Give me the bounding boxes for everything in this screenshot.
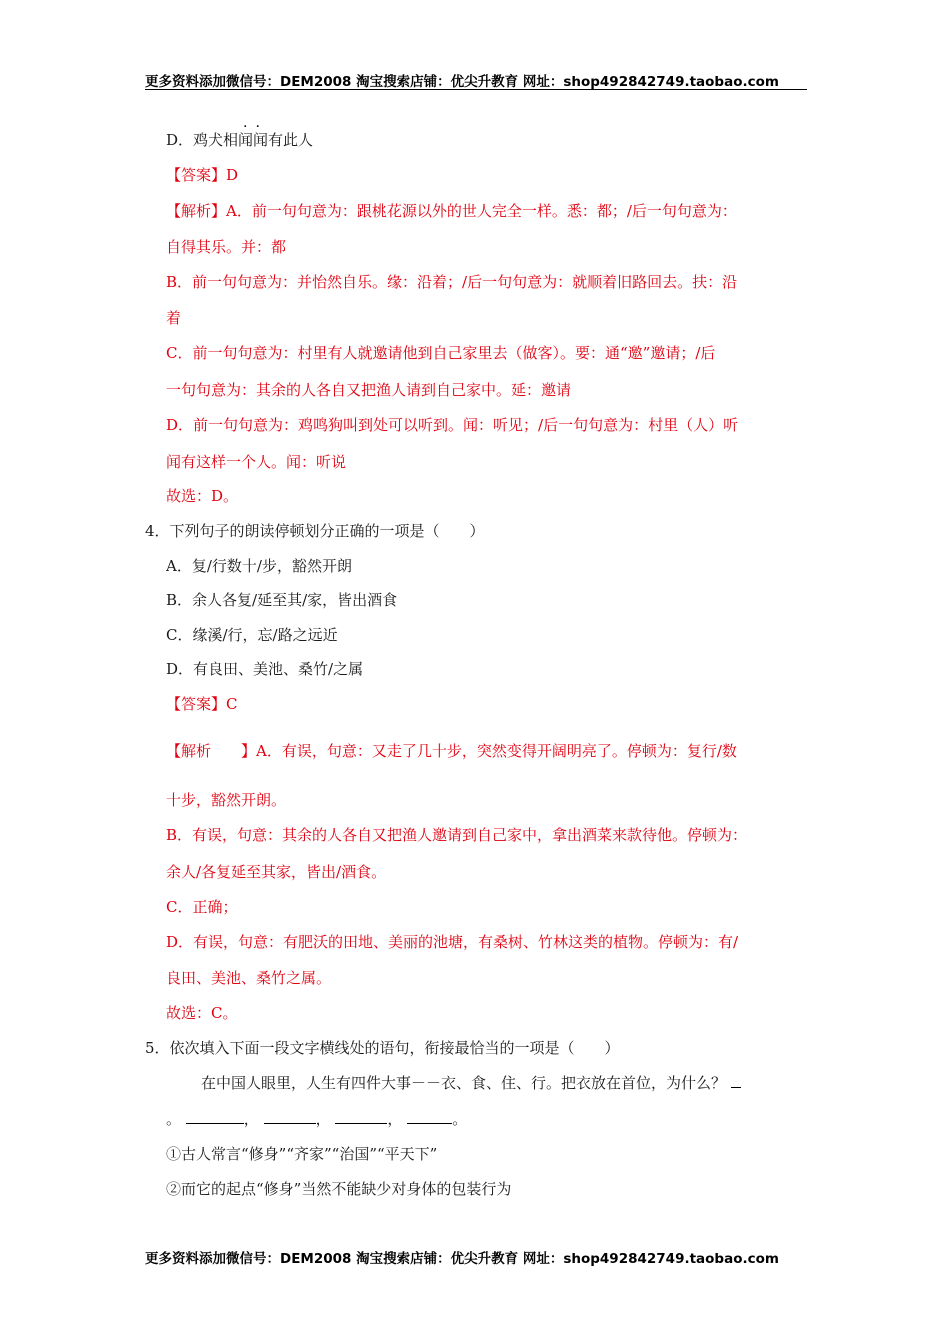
q4-analysis-c: C．正确； xyxy=(166,898,238,916)
q3-analysis-a: 【解析】A．前一句句意为：跟桃花源以外的世人完全一样。悉：都；/后一句句意为： xyxy=(166,202,737,220)
blank-separator: ， xyxy=(315,1110,331,1128)
answer-blank xyxy=(731,1073,741,1088)
q4-analysis-a: 【解析 】A．有误，句意：又走了几十步，突然变得开阔明亮了。停顿为：复行/数 xyxy=(166,742,737,760)
answer-blank xyxy=(264,1109,316,1124)
q3-analysis-b-cont: 着 xyxy=(166,309,182,327)
q5-item-2: ②而它的起点“修身”当然不能缺少对身体的包装行为 xyxy=(166,1180,512,1198)
q4-analysis-d: D．有误，句意：有肥沃的田地、美丽的池塘，有桑树、竹林这类的植物。停顿为：有/ xyxy=(166,933,739,951)
q4-analysis-d-cont: 良田、美池、桑竹之属。 xyxy=(166,969,332,987)
blank-separator: 。 xyxy=(452,1110,468,1128)
blank-separator: 。 xyxy=(166,1110,182,1128)
emphasis-dots: .. xyxy=(243,115,268,131)
answer-blank xyxy=(407,1109,452,1124)
q3-conclusion: 故选：D。 xyxy=(166,487,239,505)
q3-answer: 【答案】D xyxy=(166,166,239,184)
q4-option-d: D．有良田、美池、桑竹/之属 xyxy=(166,660,364,678)
q4-analysis-a-cont: 十步，豁然开朗。 xyxy=(166,791,287,809)
page-footer: 更多资料添加微信号：DEM2008 淘宝搜索店铺：优尖升教育 网址：shop492842749.taobao.com xyxy=(145,1251,779,1267)
q4-option-b: B．余人各复/延至其/家，皆出酒食 xyxy=(166,591,398,609)
q3-analysis-c-cont: 一句句意为：其余的人各自又把渔人请到自己家中。延：邀请 xyxy=(166,381,572,399)
q4-stem: 4．下列句子的朗读停顿划分正确的一项是（ ） xyxy=(145,522,485,540)
q3-analysis-d-cont: 闻有这样一个人。闻：听说 xyxy=(166,453,347,471)
q5-item-1: ①古人常言“修身”“齐家”“治国”“平天下” xyxy=(166,1145,438,1163)
q3-analysis-c: C．前一句句意为：村里有人就邀请他到自己家里去（做客）。要：通“邀”邀请；/后 xyxy=(166,344,716,362)
q4-option-a: A．复/行数十/步，豁然开朗 xyxy=(166,557,352,575)
q5-stem: 5．依次填入下面一段文字横线处的语句，衔接最恰当的一项是（ ） xyxy=(145,1039,620,1057)
header-divider xyxy=(145,89,807,90)
blank-separator: ， xyxy=(387,1110,403,1128)
q3-analysis-b: B．前一句句意为：并怡然自乐。缘：沿着；/后一句句意为：就顺着旧路回去。扶：沿 xyxy=(166,273,738,291)
q4-conclusion: 故选：C。 xyxy=(166,1004,238,1022)
q4-option-c: C．缘溪/行，忘/路之远近 xyxy=(166,626,338,644)
blank-separator: ， xyxy=(243,1110,259,1128)
q3-option-d: D．鸡犬相闻闻有此人 xyxy=(166,131,314,149)
q4-analysis-b: B．有误，句意：其余的人各自又把渔人邀请到自己家中，拿出酒菜来款待他。停顿为： xyxy=(166,826,748,844)
q5-blanks xyxy=(166,1109,467,1129)
page-header: 更多资料添加微信号：DEM2008 淘宝搜索店铺：优尖升教育 网址：shop492842749.taobao.com xyxy=(145,74,779,90)
q5-passage xyxy=(201,1073,741,1093)
q3-analysis-d: D．前一句句意为：鸡鸣狗叫到处可以听到。闻：听见；/后一句句意为：村里（人）听 xyxy=(166,416,739,434)
answer-blank xyxy=(335,1109,387,1124)
q4-analysis-b-cont: 余人/各复延至其家，皆出/酒食。 xyxy=(166,863,387,881)
q4-answer: 【答案】C xyxy=(166,695,238,713)
q3-analysis-a-cont: 自得其乐。并：都 xyxy=(166,238,287,256)
answer-blank xyxy=(186,1109,244,1124)
q5-passage-text: 在中国人眼里，人生有四件大事－－衣、食、住、行。把衣放在首位，为什么？ xyxy=(201,1074,727,1092)
